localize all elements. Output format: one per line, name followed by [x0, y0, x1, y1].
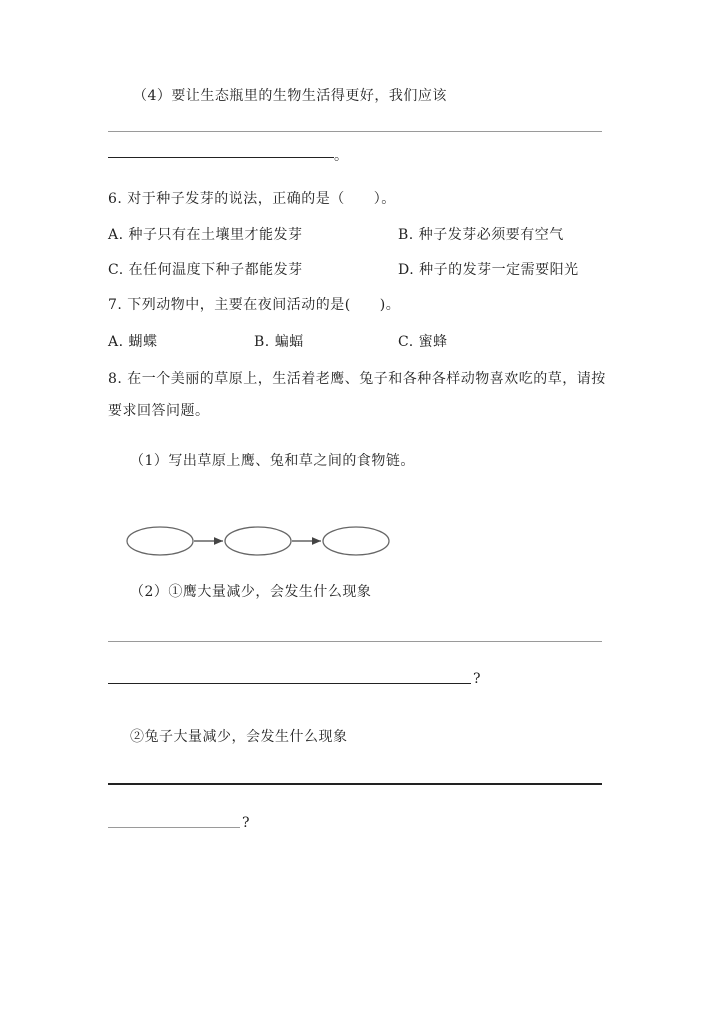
q8-sub1: （1）写出草原上鹰、兔和草之间的食物链。 [130, 453, 415, 469]
q8-sub2: （2）①鹰大量减少，会发生什么现象 [130, 584, 372, 600]
food-chain-blank-3[interactable] [323, 527, 389, 555]
q8-sub3: ②兔子大量减少，会发生什么现象 [130, 729, 348, 745]
food-chain-blank-2[interactable] [225, 527, 291, 555]
q6-option-b[interactable]: B. 种子发芽必须要有空气 [398, 227, 564, 243]
answer-line[interactable] [108, 641, 602, 642]
q7-stem: 7. 下列动物中，主要在夜间活动的是( )。 [108, 297, 401, 313]
q6-option-d[interactable]: D. 种子的发芽一定需要阳光 [398, 262, 579, 278]
answer-line[interactable] [108, 827, 240, 828]
q7-option-b[interactable]: B. 蝙蝠 [254, 334, 304, 350]
food-chain-diagram [124, 522, 394, 562]
q5-4-end-mark: 。 [334, 148, 349, 164]
q7-option-a[interactable]: A. 蝴蝶 [108, 334, 158, 350]
q8-stem-line1: 8. 在一个美丽的草原上，生活着老鹰、兔子和各种各样动物喜欢吃的草，请按 [108, 371, 606, 387]
q8-sub2-end: ? [473, 671, 482, 687]
q8-stem-line2: 要求回答问题。 [108, 403, 210, 419]
q8-sub3-end: ? [242, 815, 251, 831]
q6-stem: 6. 对于种子发芽的说法，正确的是（ ）。 [108, 191, 396, 207]
answer-line[interactable] [108, 783, 602, 785]
answer-line[interactable] [108, 131, 602, 132]
q6-option-a[interactable]: A. 种子只有在土壤里才能发芽 [108, 227, 303, 243]
answer-line[interactable] [108, 683, 471, 684]
answer-line[interactable] [108, 157, 334, 158]
food-chain-blank-1[interactable] [127, 527, 193, 555]
q6-option-c[interactable]: C. 在任何温度下种子都能发芽 [108, 262, 303, 278]
q7-option-c[interactable]: C. 蜜蜂 [398, 334, 448, 350]
q5-4-prompt: （4）要让生态瓶里的生物生活得更好，我们应该 [133, 88, 447, 104]
